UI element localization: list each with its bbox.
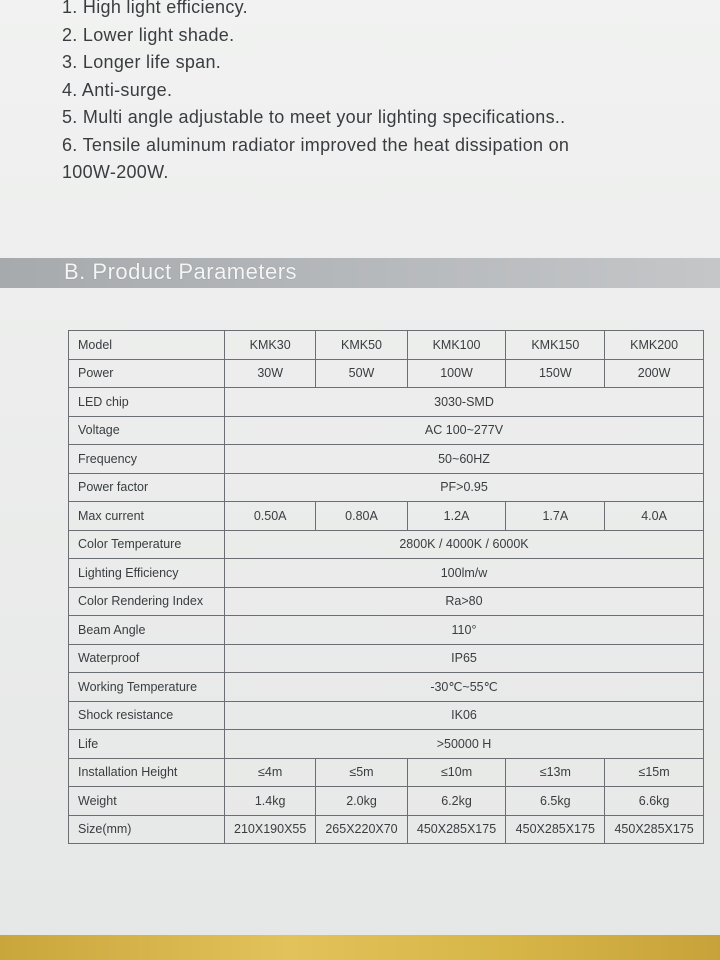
section-title: B. Product Parameters (64, 259, 298, 284)
feature-item-continuation: 100W-200W. (62, 162, 169, 182)
table-cell: KMK200 (605, 331, 704, 360)
table-row-beam-angle (69, 616, 704, 645)
table-cell: 6.2kg (407, 787, 506, 816)
table-cell: 1.7A (506, 502, 605, 531)
table-cell: 1.2A (407, 502, 506, 531)
table-cell: 150W (506, 359, 605, 388)
table-cell: ≤15m (605, 758, 704, 787)
feature-item: 3. Longer life span. (62, 52, 222, 72)
table-cell: 100lm/w (225, 559, 704, 588)
table-cell: IP65 (225, 644, 704, 673)
table-row-weight (69, 787, 704, 816)
feature-list (62, 0, 682, 187)
table-row-voltage (69, 416, 704, 445)
table-row-power (69, 359, 704, 388)
table-cell: 2800K / 4000K / 6000K (225, 530, 704, 559)
row-label: Voltage (69, 416, 225, 445)
table-row-waterproof (69, 644, 704, 673)
table-row-led-chip (69, 388, 704, 417)
table-cell: 3030-SMD (225, 388, 704, 417)
table-cell: IK06 (225, 701, 704, 730)
row-label: Color Temperature (69, 530, 225, 559)
table-cell: 450X285X175 (407, 815, 506, 844)
row-label: Size(mm) (69, 815, 225, 844)
table-cell: ≤13m (506, 758, 605, 787)
table-row-size (69, 815, 704, 844)
table-cell: 0.50A (225, 502, 316, 531)
table-cell: KMK30 (225, 331, 316, 360)
table-row-color-rendering-index (69, 587, 704, 616)
row-label: Life (69, 730, 225, 759)
table-cell: -30℃~55℃ (225, 673, 704, 702)
table-cell: >50000 H (225, 730, 704, 759)
row-label: Model (69, 331, 225, 360)
table-row-model (69, 331, 704, 360)
table-cell: 30W (225, 359, 316, 388)
row-label: Color Rendering Index (69, 587, 225, 616)
row-label: Waterproof (69, 644, 225, 673)
feature-item: 2. Lower light shade. (62, 24, 235, 45)
table-cell: 6.5kg (506, 787, 605, 816)
row-label: Beam Angle (69, 616, 225, 645)
table-cell: 450X285X175 (605, 815, 704, 844)
row-label: Lighting Efficiency (69, 559, 225, 588)
table-cell: KMK100 (407, 331, 506, 360)
table-row-frequency (69, 445, 704, 474)
yellow-surface-strip (0, 935, 720, 960)
table-cell: Ra>80 (225, 587, 704, 616)
feature-item: 1. High light efficiency. (62, 0, 248, 17)
table-row-shock-resistance (69, 701, 704, 730)
table-cell: KMK150 (506, 331, 605, 360)
table-cell: 50W (316, 359, 407, 388)
table-cell: ≤10m (407, 758, 506, 787)
table-cell: KMK50 (316, 331, 407, 360)
table-row-working-temperature (69, 673, 704, 702)
table-cell: 210X190X55 (225, 815, 316, 844)
feature-item: 6. Tensile aluminum radiator improved the heat dissipation on (62, 134, 570, 155)
table-row-lighting-efficiency (69, 559, 704, 588)
table-cell: 100W (407, 359, 506, 388)
table-cell: 0.80A (316, 502, 407, 531)
table-cell: 2.0kg (316, 787, 407, 816)
row-label: Max current (69, 502, 225, 531)
row-label: Shock resistance (69, 701, 225, 730)
table-cell: PF>0.95 (225, 473, 704, 502)
table-cell: 4.0A (605, 502, 704, 531)
row-label: Installation Height (69, 758, 225, 787)
table-cell: ≤4m (225, 758, 316, 787)
table-cell: 110° (225, 616, 704, 645)
table-row-life (69, 730, 704, 759)
row-label: Power (69, 359, 225, 388)
row-label: LED chip (69, 388, 225, 417)
row-label: Frequency (69, 445, 225, 474)
table-cell: 1.4kg (225, 787, 316, 816)
table-cell: 450X285X175 (506, 815, 605, 844)
table-cell: 6.6kg (605, 787, 704, 816)
table-row-color-temperature (69, 530, 704, 559)
table-cell: 200W (605, 359, 704, 388)
row-label: Weight (69, 787, 225, 816)
table-row-installation-height (69, 758, 704, 787)
table-cell: 50~60HZ (225, 445, 704, 474)
row-label: Working Temperature (69, 673, 225, 702)
product-parameters-table (68, 330, 704, 844)
table-cell: AC 100~277V (225, 416, 704, 445)
table-cell: 265X220X70 (316, 815, 407, 844)
table-row-max-current (69, 502, 704, 531)
section-header-bar (0, 258, 720, 288)
feature-item: 4. Anti-surge. (62, 79, 173, 100)
table-cell: ≤5m (316, 758, 407, 787)
row-label: Power factor (69, 473, 225, 502)
table-row-power-factor (69, 473, 704, 502)
feature-item: 5. Multi angle adjustable to meet your lighting specifications.. (62, 107, 566, 127)
